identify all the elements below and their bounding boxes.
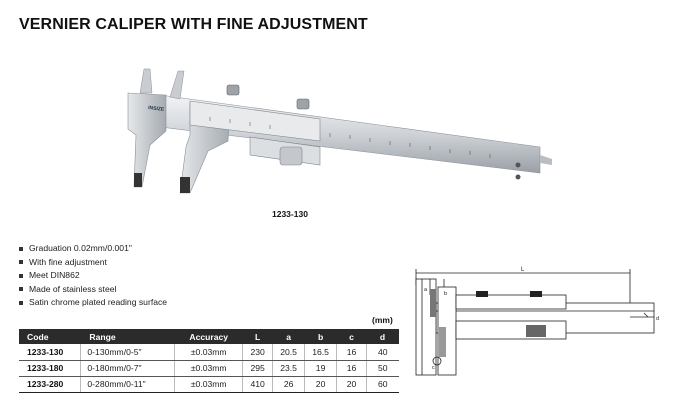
cell-accuracy: ±0.03mm — [175, 344, 243, 360]
cell-accuracy: ±0.03mm — [175, 360, 243, 376]
header-range: Range — [81, 329, 175, 344]
feature-list — [19, 242, 167, 310]
cell-d: 60 — [367, 376, 399, 392]
cell-a: 23.5 — [273, 360, 305, 376]
units-label: (mm) — [372, 315, 393, 325]
cell-range: 0-180mm/0-7" — [81, 360, 175, 376]
cell-code: 1233-180 — [19, 360, 81, 376]
header-accuracy: Accuracy — [175, 329, 243, 344]
dimension-label-c: c — [432, 365, 435, 371]
feature-item: Graduation 0.02mm/0.001" — [19, 242, 167, 256]
cell-a: 26 — [273, 376, 305, 392]
caliper-product-image — [120, 55, 560, 210]
cell-b: 20 — [305, 376, 337, 392]
table-row — [19, 360, 399, 376]
cell-code: 1233-280 — [19, 376, 81, 392]
dimension-label-b: b — [444, 291, 448, 297]
cell-range: 0-130mm/0-5" — [81, 344, 175, 360]
table-header-row — [19, 329, 399, 344]
cell-accuracy: ±0.03mm — [175, 376, 243, 392]
brand-logo: INSIZE — [147, 105, 165, 113]
cell-range: 0-280mm/0-11" — [81, 376, 175, 392]
dimension-label-l: L — [521, 267, 525, 273]
page-title: VERNIER CALIPER WITH FINE ADJUSTMENT — [19, 16, 368, 33]
cell-code: 1233-130 — [19, 344, 81, 360]
cell-d: 50 — [367, 360, 399, 376]
table-row — [19, 344, 399, 360]
model-caption: 1233-130 — [272, 209, 308, 219]
cell-c: 16 — [337, 360, 367, 376]
header-a: a — [273, 329, 305, 344]
table-row — [19, 376, 399, 392]
feature-item: With fine adjustment — [19, 256, 167, 270]
cell-l: 230 — [243, 344, 273, 360]
feature-item: Satin chrome plated reading surface — [19, 296, 167, 310]
specifications-table — [19, 329, 399, 393]
header-b: b — [305, 329, 337, 344]
dimension-label-d: d — [656, 316, 660, 322]
cell-l: 295 — [243, 360, 273, 376]
dimension-label-a: a — [424, 287, 428, 293]
feature-item: Made of stainless steel — [19, 283, 167, 297]
feature-item: Meet DIN862 — [19, 269, 167, 283]
cell-l: 410 — [243, 376, 273, 392]
header-code: Code — [19, 329, 81, 344]
header-c: c — [337, 329, 367, 344]
dimension-drawing — [408, 265, 668, 385]
cell-a: 20.5 — [273, 344, 305, 360]
cell-b: 19 — [305, 360, 337, 376]
cell-c: 16 — [337, 344, 367, 360]
cell-d: 40 — [367, 344, 399, 360]
cell-b: 16.5 — [305, 344, 337, 360]
header-l: L — [243, 329, 273, 344]
cell-c: 20 — [337, 376, 367, 392]
header-d: d — [367, 329, 399, 344]
